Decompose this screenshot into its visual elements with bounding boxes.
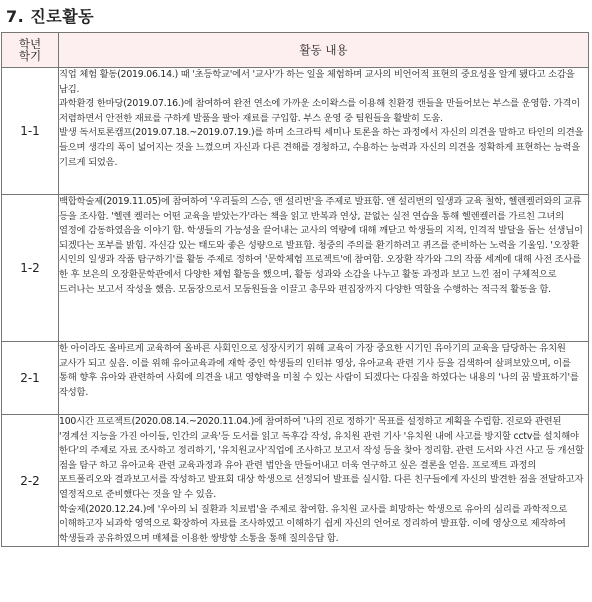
header-grade-text: 학년 학기 <box>18 37 42 63</box>
activity-paragraph: 발생 독서토론캠프(2019.07.18.~2019.07.19.)를 하며 소크라틱 세미나 토론을 하는 과정에서 자신의 의견을 말하고 타인의 의견을 들으며 생각의 폭이 넓어지는 것을 느꼈으며 자신과 다른 견해를 경청하고, 수용하는 능력과 자신의 의견을 정확하게 표현하는 능력을 기르게 되었음. <box>59 127 584 168</box>
activity-paragraph: 100시간 프로젝트(2020.08.14.~2020.11.04.)에 참여하여 '나의 진로 정하기' 목표를 설정하고 계획을 수립함. 진로와 관련된 '경계선 지능을 가진 아이들, 인간의 교육'등 도서를 읽고 독후감 작성, 유치원 관련 기사 '유치원 내에 사고를 방지할 cctv를 설치해야 한다'의 주제로 자료 조사하고 정리하기, '유치원교사'직업에 조사하고 보고서 작성 등을 찾아 정리함. 관련 도서와 사건 사고 등 개선할 점을 탐구 하고 유아교육 관련 교육과정과 유아 관련 법안을 만들어내고 더욱 연구하고 싶은 결론을 얻음. 프로젝트 과정의 포트폴리오와 결과보고서를 작성하고 발표회 대상 학생으로 선정되어 발표를 실시함. 다른 친구들에게 자신의 발견한 점을 전달하고자 열정적으로 준비했다는 것을 알 수 있음. <box>59 416 584 500</box>
table-row <box>2 195 589 342</box>
activity-paragraph: 과학환경 한마당(2019.07.16.)에 참여하여 완전 연소에 가까운 소이왁스를 이용해 친환경 캔들을 만들어보는 부스를 운영함. 가격이 저렴하면서 안전한 재료를 구하게 발품을 팔아 재료를 구입함. 부스 운영 중 팀원들을 활발히 도움. <box>59 98 580 124</box>
grade-semester-cell: 1-1 <box>2 68 59 195</box>
table-row <box>2 342 589 415</box>
table-row <box>2 415 589 547</box>
table-row <box>2 68 589 195</box>
activity-paragraph: 한 아이라도 올바르게 교육하여 올바른 사회인으로 성장시키기 위해 교육이 가장 중요한 시기인 유아기의 교육을 담당하는 유치원 교사가 되고 싶음. 이를 위해 유아교육과에 재학 중인 학생들의 인터뷰 영상, 유아교육 관련 기사 등을 검색하여 살펴보았으며, 이를 통해 향후 유아와 관련하여 사회에 의견을 내고 영향력을 미칠 수 있는 사람이 되겠다는 다짐을 하였다는 내용의 '나의 꿈 발표하기'를 작성함. <box>59 343 579 398</box>
table-body <box>2 68 589 547</box>
career-activity-table <box>1 32 589 547</box>
grade-semester-cell: 2-2 <box>2 415 59 547</box>
activity-content-cell <box>59 415 589 547</box>
header-activity-content: 활동 내용 <box>59 33 589 68</box>
grade-semester-cell: 2-1 <box>2 342 59 415</box>
activity-content-cell <box>59 195 589 342</box>
activity-content-cell <box>59 68 589 195</box>
section-title: 7. 진로활동 <box>6 7 95 26</box>
grade-semester-cell: 1-2 <box>2 195 59 342</box>
activity-paragraph: 학술제(2020.12.24.)에 '우아의 뇌 질환과 치료법'을 주제로 참여함. 유치원 교사를 희망하는 학생으로 유아의 심리를 과학적으로 이해하고자 뇌과학 영역으로 확장하여 자료를 조사하였고 이해하기 쉽게 자신의 언어로 정리하여 발표함. 이에 영상으로 제작하여 학생들과 공유하였으며 매체를 이용한 쌍방향 소통을 통해 질의응답 함. <box>59 503 568 544</box>
activity-paragraph: 직업 체험 활동(2019.06.14.) 때 '초등학교'에서 '교사'가 하는 일을 체험하며 교사의 비언어적 표현의 중요성을 알게 됐다고 소감을 남김. <box>59 69 575 95</box>
activity-content-cell <box>59 342 589 415</box>
table-header-row <box>2 33 589 68</box>
header-grade-semester <box>2 33 59 68</box>
activity-paragraph: 백합학술제(2019.11.05)에 참여하여 '우리들의 스승, 앤 설리번'을 주제로 발표함. 앤 설리번의 일생과 교육 철학, 헬렌켈러와의 교류 등을 조사함. '헬렌 켈러는 어떤 교육을 받았는가'라는 책을 읽고 반복과 연상, 끝없는 실전 연습을 통해 헬렌켈러를 가르친 그녀의 열정에 감동하였음을 이야기 함. 학생들의 가능성을 끌어내는 교사의 역량에 대해 깨닫고 학생들의 지적, 인격적 발달을 돕는 선생님이 되겠다는 포부를 밝힘. 자신감 있는 태도와 좋은 성량으로 발표함. 청중의 주의를 환기하려고 퀴즈를 준비하는 노력을 기울임. '오장환 시인의 일생과 작품 탐구하기'를 활동 주제로 정하여 '문학체험 프로젝트'에 참여함. 오장환 작가와 그의 작품 세계에 대해 사전 조사를 한 후 보은의 오장환문학관에서 다양한 체험 활동을 했으며, 활동 성과와 소감을 나누고 활동 과정과 보고 느낀 점이 구체적으로 드러나는 보고서 작성을 했음. 모둠장으로서 모둠원들을 이끌고 총무와 편집장까지 다양한 역할을 수행하는 적극적 활동을 함. <box>59 196 583 295</box>
